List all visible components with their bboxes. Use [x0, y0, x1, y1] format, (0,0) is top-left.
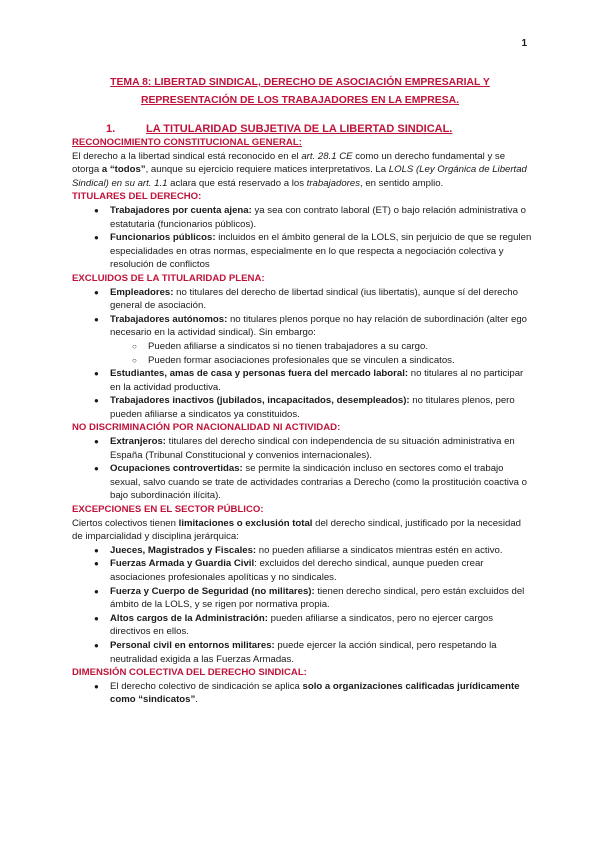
- page-number: 1: [521, 38, 527, 49]
- sub-list-item: ○ Pueden afiliarse a sindicatos si no tienen trabajadores a su cargo.: [72, 340, 532, 354]
- list-item: ● Trabajadores inactivos (jubilados, incapacitados, desempleados): no titulares plenos, pero pueden afiliarse a sindicatos ya constituidos.: [72, 394, 532, 421]
- dimension-list: [72, 680, 532, 707]
- titulares-heading: TITULARES DEL DERECHO:: [72, 191, 202, 203]
- no-discriminacion-heading: NO DISCRIMINACIÓN POR NACIONALIDAD NI ACTIVIDAD:: [72, 422, 341, 434]
- list-item: ● Trabajadores por cuenta ajena: ya sea con contrato laboral (ET) o bajo relación administrativa o estatutaria (funcionarios públicos).: [72, 204, 532, 231]
- list-item: ● Estudiantes, amas de casa y personas fuera del mercado laboral: no titulares al no participar en la actividad productiva.: [72, 367, 532, 394]
- list-item: ● Funcionarios públicos: incluidos en el ámbito general de la LOLS, sin perjuicio de que se regulen especialidades en otras normas, especialmente en lo que respecta a negociación colectiva y resolución de conflictos: [72, 231, 532, 272]
- list-item: ● Personal civil en entornos militares: puede ejercer la acción sindical, pero respetando la neutralidad exigida a las Fuerzas Armadas.: [72, 639, 532, 666]
- no-discriminacion-list: [72, 435, 532, 503]
- reconocimiento-heading: RECONOCIMIENTO CONSTITUCIONAL GENERAL:: [72, 137, 302, 148]
- title-prefix: TEMA 8:: [110, 77, 152, 88]
- excluidos-list: [72, 286, 532, 422]
- list-item: ● Jueces, Magistrados y Fiscales: no pueden afiliarse a sindicatos mientras estén en activo.: [72, 544, 532, 558]
- lols-reference: LOLS (Ley Orgánica de Libertad Sindical) en su art. 1.1: [72, 164, 527, 189]
- document-body: [72, 122, 532, 707]
- document-title: [70, 74, 530, 110]
- excepciones-intro: Ciertos colectivos tienen limitaciones o exclusión total del derecho sindical, justificado por la necesidad de imparcialidad y disciplina jerárquica:: [72, 517, 521, 543]
- excepciones-heading: EXCEPCIONES EN EL SECTOR PÚBLICO:: [72, 504, 264, 516]
- title-line1: LIBERTAD SINDICAL, DERECHO DE ASOCIACIÓN EMPRESARIAL Y: [151, 77, 490, 88]
- list-item: ● El derecho colectivo de sindicación se aplica solo a organizaciones calificadas jurídicamente como “sindicatos”.: [72, 680, 532, 707]
- list-item: ● Fuerza y Cuerpo de Seguridad (no militares): tienen derecho sindical, pero están excluidos del ámbito de la LOLS, y se rigen por normativa propia.: [72, 585, 532, 612]
- trabajadores-emphasis: trabajadores: [306, 177, 361, 189]
- section-number: 1.: [106, 123, 116, 135]
- sub-list-item: ○ Pueden formar asociaciones profesionales que se vinculen a sindicatos.: [72, 354, 532, 368]
- titulares-list: [72, 204, 532, 272]
- list-item: ● Trabajadores autónomos: no titulares plenos porque no hay relación de subordinación (alter ego necesario en la actividad sindical). Sin embargo:: [72, 313, 532, 340]
- art-reference: art. 28.1 CE: [301, 150, 353, 162]
- list-item: ● Fuerzas Armada y Guardia Civil: excluidos del derecho sindical, aunque pueden crear asociaciones profesionales apolíticas y no sindicales.: [72, 557, 532, 584]
- list-item: ● Ocupaciones controvertidas: se permite la sindicación incluso en sectores como el trabajo sexual, salvo cuando se trate de actividades contrarias a Derecho (como la prostitución coactiva o bajo subordinación ilícita).: [72, 462, 532, 503]
- excluidos-heading: EXCLUIDOS DE LA TITULARIDAD PLENA:: [72, 272, 265, 284]
- excepciones-list: [72, 544, 532, 666]
- list-item: ● Altos cargos de la Administración: pueden afiliarse a sindicatos, pero no ejercer cargos directivos en ellos.: [72, 612, 532, 639]
- list-item: ● Empleadores: no titulares del derecho de libertad sindical (ius libertatis), aunque sí del derecho general de asociación.: [72, 286, 532, 313]
- section-heading: [106, 122, 532, 136]
- section-title: LA TITULARIDAD SUBJETIVA DE LA LIBERTAD SINDICAL.: [146, 123, 453, 135]
- dimension-heading: DIMENSIÓN COLECTIVA DEL DERECHO SINDICAL:: [72, 667, 307, 679]
- list-item: ● Extranjeros: titulares del derecho sindical con independencia de su situación administrativa en España (Tribunal Constitucional y convenios internacionales).: [72, 435, 532, 462]
- title-line2: REPRESENTACIÓN DE LOS TRABAJADORES EN LA EMPRESA.: [140, 95, 460, 106]
- reconocimiento-paragraph: El derecho a la libertad sindical está reconocido en el art. 28.1 CE como un derecho fundamental y se otorga a “todos”, aunque su ejercicio requiere matices interpretativos. La LOLS (Ley Orgánica de Libertad Sindical) en su art. 1.1 aclara que está reservado a los trabajadores, en sentido amplio.: [72, 150, 527, 189]
- todos-emphasis: a “todos”: [101, 164, 146, 176]
